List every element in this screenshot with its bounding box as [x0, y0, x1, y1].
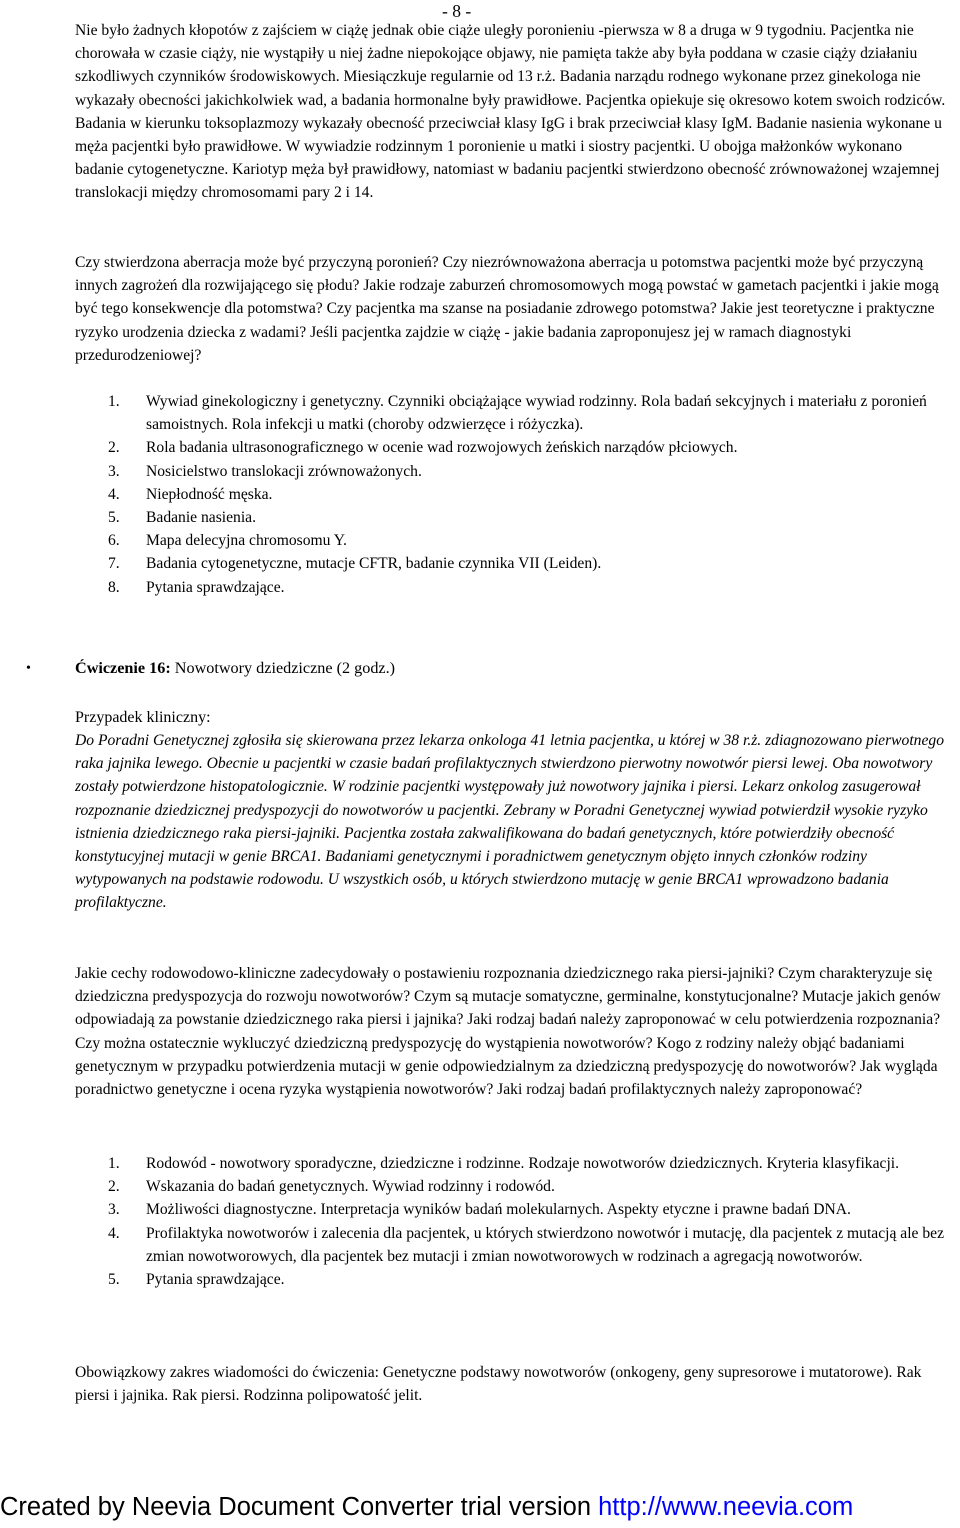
exercise-title: Nowotwory dziedziczne (2 godz.) [170, 659, 396, 677]
case1-questions: Czy stwierdzona aberracja może być przyczyną poronień? Czy niezrównoważona aberracja u potomstwa pacjentki może być przyczyną innych zagrożeń dla rozwijającego się płodu? Jakie rodzaje zaburzeń chromosomowych mogą powstać w gametach pacjentki i jakie mogą być tego konsekwencje dla potomstwa? Czy pacjentka ma szanse na posiadanie zdrowego potomstwa? Jakie jest teoretyczne i praktyczne ryzyko urodzenia dziecka z wadami? Jeśli pacjentka zajdzie w ciążę - jakie badania zaproponujesz jej w ramach diagnostyki przedurodzeniowej? [75, 254, 939, 364]
list-item: 3. Nosicielstwo translokacji zrównoważonych. [108, 462, 422, 480]
mandatory-scope: Obowiązkowy zakres wiadomości do ćwiczenia: Genetyczne podstawy nowotworów (onkogeny, geny supresorowe i mutatorowe). Rak piersi i jajnika. Rak piersi. Rodzinna polipowatość jelit. [75, 1364, 922, 1405]
bullet-icon: • [26, 661, 31, 676]
case1-paragraph: Nie było żadnych kłopotów z zajściem w ciążę jednak obie ciąże uległy poronieniu -pierwsza w 8 a druga w 9 tygodniu. Pacjentka nie chorowała w czasie ciąży, nie wystąpiły u niej żadne niepokojące objawy, nie pamięta także aby była poddana w czasie ciąży działaniu szkodliwych czynników środowiskowych. Miesiączkuje regularnie od 13 r.ż. Badania narządu rodnego wykonane przez ginekologa nie wykazały obecności jakichkolwiek wad, a badania hormonalne były prawidłowe. Pacjentka opiekuje się okresowo kotem swoich rodziców. Badania w kierunku toksoplazmozy wykazały obecność przeciwciał klasy IgG i brak przeciwciał klasy IgM. Badanie nasienia wykonane u męża pacjentki było prawidłowe. W wywiadzie rodzinnym 1 poronienie u matki i siostry pacjentki. U obojga małżonków wykonano badanie cytogenetyczne. Kariotyp męża był prawidłowy, natomiast w badaniu pacjentki stwierdzono obecność zrównoważonej wzajemnej translokacji między chromosomami pary 2 i 14. [75, 22, 946, 202]
exercise-topic-list [75, 1152, 952, 1291]
list-item: 3. Możliwości diagnostyczne. Interpretacja wyników badań molekularnych. Aspekty etyczne i prawne badań DNA. [108, 1201, 851, 1219]
list-item: 5. Badanie nasienia. [108, 509, 256, 527]
footer-link[interactable]: http://www.neevia.com [598, 1493, 854, 1521]
list-item: 5. Pytania sprawdzające. [108, 1271, 285, 1289]
case1-topic-list [75, 390, 952, 599]
case-description: Do Poradni Genetycznej zgłosiła się skierowana przez lekarza onkologa 41 letnia pacjentka, u której w 38 r.ż. zdiagnozowano pierwotnego raka jajnika lewego. Obecnie u pacjentki w czasie badań profilaktycznych stwierdzono pierwotny nowotwór piersi lewej. Oba nowotwory zostały potwierdzone histopatologicznie. W rodzinie pacjentki występowały już nowotwory jajnika i piersi. Lekarz onkolog zasugerował rozpoznanie dziedzicznej predyspozycji do nowotworów u pacjentki. Zebrany w Poradni Genetycznej wywiad potwierdził wysokie ryzyko istnienia dziedzicznego raka piersi-jajniki. Pacjentka została zakwalifikowana do badań genetycznych, które potwierdziły obecność konstytucyjnej mutacji w genie BRCA1. Badaniami genetycznymi i poradnictwem genetycznym objęto innych członków rodziny wytypowanych na podstawie rodowodu. U wszystkich osób, u których stwierdzono mutację w genie BRCA1 wprowadzono badania profilaktyczne. [75, 732, 944, 912]
list-item: 1. Rodowód - nowotwory sporadyczne, dziedziczne i rodzinne. Rodzaje nowotworów dziedzicznych. Kryteria klasyfikacji. [108, 1155, 900, 1172]
list-item: 1. Wywiad ginekologiczny i genetyczny. Czynniki obciążające wywiad rodzinny. Rola badań sekcyjnych i materiału z poronień samoistnych. Rola infekcji u matki (choroby odzwierzęce i różyczka). [108, 393, 927, 434]
list-item: 6. Mapa delecyjna chromosomu Y. [108, 532, 347, 550]
list-item: 4. Profilaktyka nowotworów i zalecenia dla pacjentek, u których stwierdzono nowotwór i mutację, dla pacjentek z mutacją ale bez zmian nowotworowych, dla pacjentek bez mutacji i zmian nowotworowych w rodzinach a agregacją nowotworów. [108, 1224, 945, 1265]
exercise-title-bold: Ćwiczenie 16: [75, 659, 171, 677]
list-item: 4. Niepłodność męska. [108, 485, 273, 503]
list-item: 2. Rola badania ultrasonograficznego w ocenie wad rozwojowych żeńskich narządów płciowych. [108, 439, 738, 457]
list-item: 2. Wskazania do badań genetycznych. Wywiad rodzinny i rodowód. [108, 1178, 555, 1196]
exercise-heading [26, 657, 952, 680]
list-item: 7. Badania cytogenetyczne, mutacje CFTR, badanie czynnika VII (Leiden). [108, 555, 602, 573]
list-item: 8. Pytania sprawdzające. [108, 578, 285, 596]
footer-text: Created by Neevia Document Converter trial version [0, 1493, 599, 1521]
case-label: Przypadek kliniczny: [75, 709, 211, 726]
exercise-questions: Jakie cechy rodowodowo-kliniczne zadecydowały o postawieniu rozpoznania dziedzicznego raka piersi-jajniki? Czym charakteryzuje się dziedziczna predyspozycja do rozwoju nowotworów? Czym są mutacje somatyczne, germinalne, konstytucjonalne? Mutacje jakich genów odpowiadają za powstanie dziedzicznego raka piersi i jajnika? Jaki rodzaj badań należy zaproponować w celu potwierdzenia rozpoznania? Czy można ostatecznie wykluczyć dziedziczną predyspozycję do wystąpienia nowotworów? Kogo z rodziny należy objąć badaniami genetycznym w przypadku potwierdzenia mutacji w genie odpowiedzialnym za dziedziczną predyspozycję do nowotworów? Jak wygląda poradnictwo genetyczne i ocena ryzyka wystąpienia nowotworów? Jaki rodzaj badań profilaktycznych należy zaproponować? [75, 965, 941, 1099]
converter-footer [0, 1490, 960, 1524]
page-number: - 8 - [442, 1, 472, 21]
